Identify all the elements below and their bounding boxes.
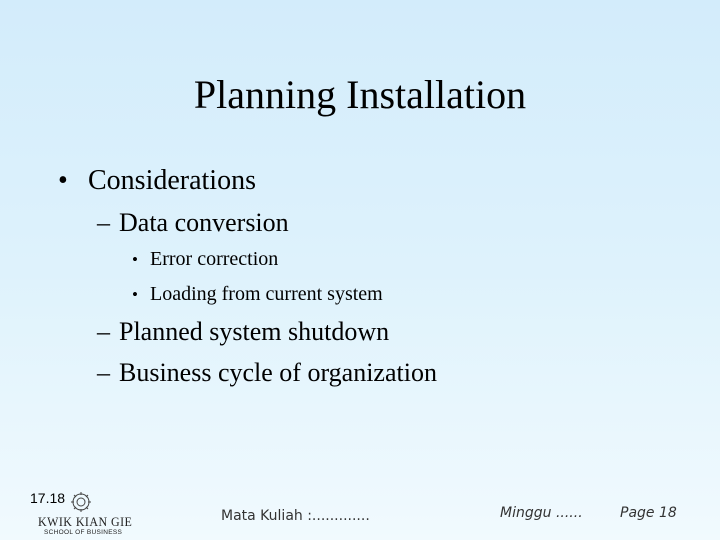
bullet-marker: • bbox=[58, 165, 68, 196]
bullet-text: Business cycle of organization bbox=[119, 358, 437, 387]
bullet-marker: • bbox=[132, 250, 138, 269]
bullet-text: Considerations bbox=[88, 165, 256, 196]
bullet-error-correction bbox=[132, 246, 278, 273]
dash-marker: – bbox=[97, 358, 110, 387]
bullet-business-cycle bbox=[97, 356, 437, 390]
bullet-data-conversion bbox=[97, 206, 289, 240]
bullet-text: Loading from current system bbox=[150, 283, 383, 305]
logo-emblem-icon bbox=[68, 491, 94, 513]
footer-course: Mata Kuliah :............. bbox=[221, 508, 370, 524]
bullet-text: Error correction bbox=[150, 248, 279, 270]
bullet-loading-from-current-system bbox=[132, 281, 383, 308]
slide-number: 17.18 bbox=[30, 490, 66, 506]
slide-title: Planning Installation bbox=[193, 72, 527, 117]
logo-name: KWIK KIAN GIE bbox=[38, 514, 133, 529]
bullet-text: Planned system shutdown bbox=[119, 317, 390, 346]
dash-marker: – bbox=[97, 208, 110, 237]
footer-week: Minggu ...... bbox=[500, 505, 583, 521]
bullet-text: Data conversion bbox=[119, 208, 289, 237]
bullet-marker: • bbox=[132, 285, 138, 304]
dash-marker: – bbox=[97, 317, 110, 346]
bullet-considerations bbox=[58, 163, 256, 199]
logo-subtitle: SCHOOL OF BUSINESS bbox=[44, 529, 123, 536]
bullet-planned-system-shutdown bbox=[97, 315, 389, 349]
footer-page-number: Page 18 bbox=[620, 505, 677, 521]
